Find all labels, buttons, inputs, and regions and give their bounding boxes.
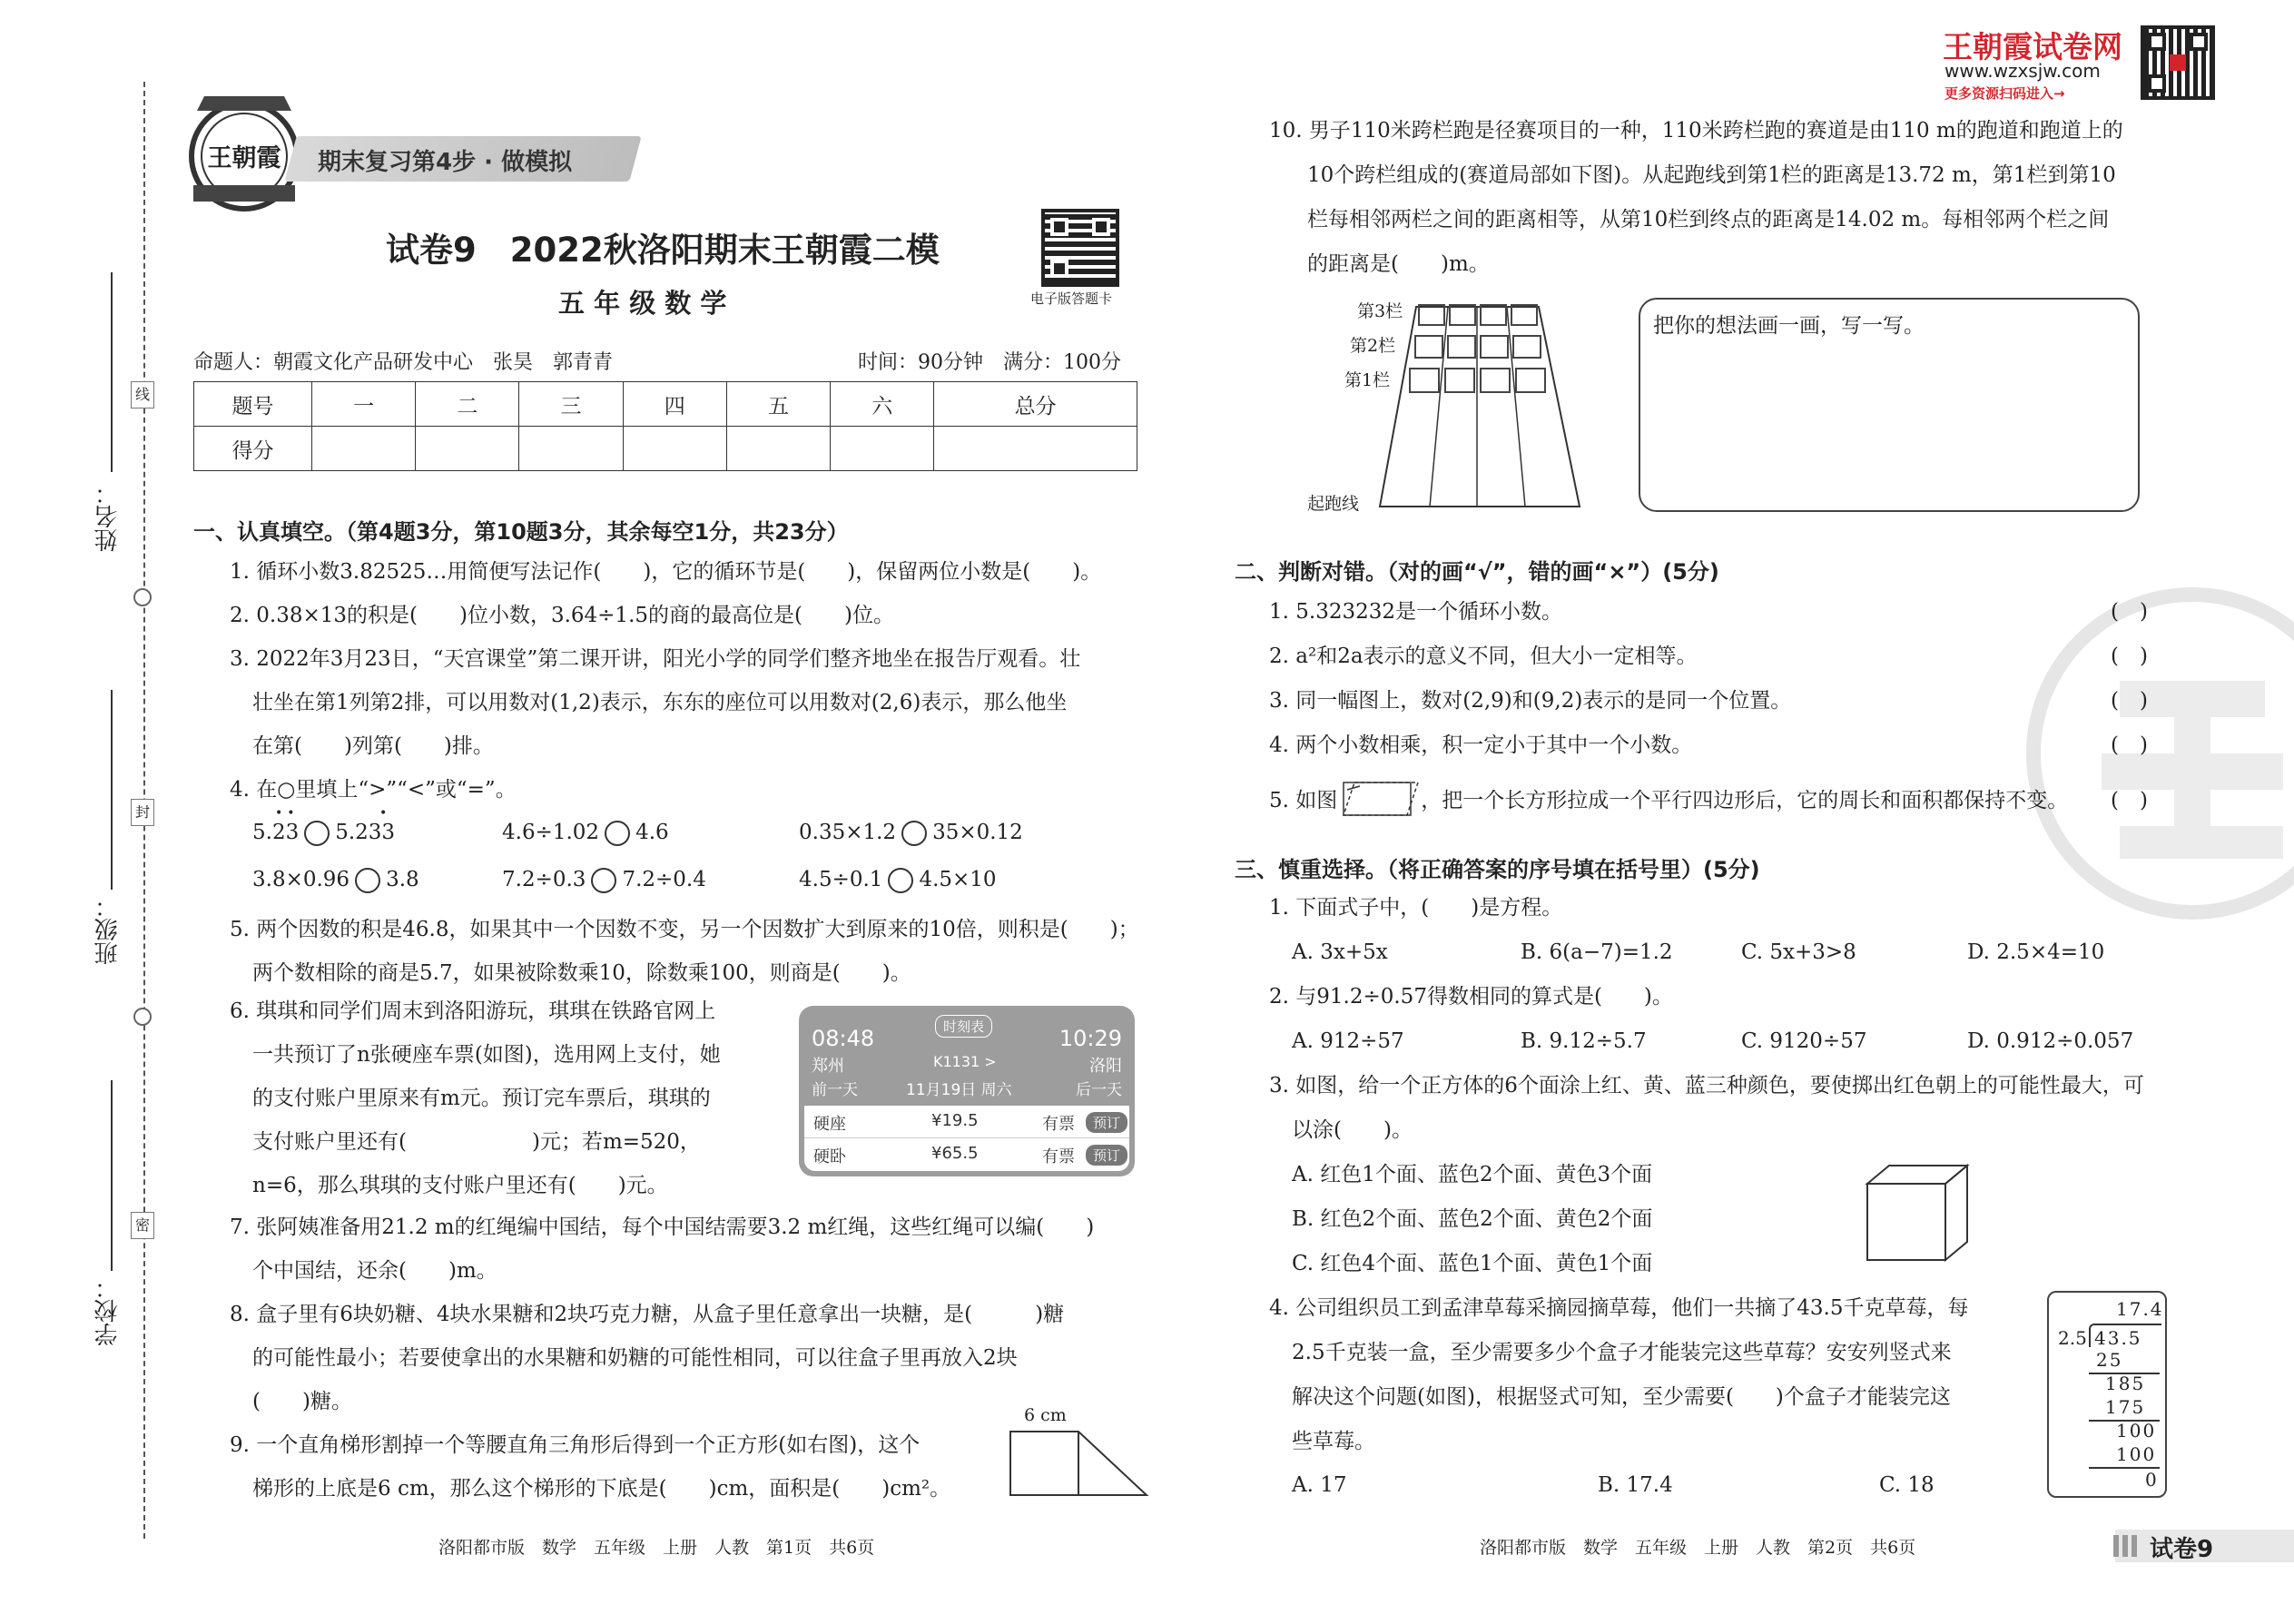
brand-qr[interactable] [2141,25,2215,100]
s1-q3-l3: 在第( )列第( )排。 [252,734,494,758]
watermark-seal [2020,581,2294,926]
s3-q3-opt-c[interactable]: C. 红色4个面、蓝色1个面、黄色1个面 [1292,1252,1653,1275]
hurdle-track-figure [1375,298,1593,516]
s3-q4-l4: 些草莓。 [1292,1430,1375,1453]
seal-text: 王朝霞 [207,144,281,172]
thinking-box[interactable] [1639,298,2140,512]
qr-caption: 电子版答题卡 [1030,290,1113,307]
score-table [193,381,1137,471]
name-label: 姓名： [94,481,122,552]
s3-q4-l1: 4. 公司组织员工到孟津草莓采摘园摘草莓，他们一共摘了43.5千克草莓，每 [1269,1296,1969,1320]
s3-q2-opt-b[interactable]: B. 9.12÷5.7 [1521,1029,1647,1053]
next-day[interactable]: 后一天 [1076,1081,1122,1099]
s1-q6-l4: 支付账户里还有( )元；若m=520， [252,1130,701,1154]
s1-q8-l1: 8. 盒子里有6块奶糖、4块水果糖和2块巧克力糖，从盒子里任意拿出一块糖，是( )糖 [230,1303,1065,1326]
compare-right: 5.233 [335,821,396,844]
score-header-cell: 题号 [194,382,312,427]
s3-q4-l3: 解决这个问题(如图)，根据竖式可知，至少需要( )个盒子才能装完这 [1292,1385,1951,1409]
s3-q3-opt-a[interactable]: A. 红色1个面、蓝色2个面、黄色3个面 [1292,1163,1653,1186]
compare-left: 3.8×0.96 [252,868,350,891]
s1-q5-l2: 两个数相除的商是5.7，如果被除数乘10，除数乘100，则商是( )。 [252,961,911,985]
binding-hole-1 [133,588,152,606]
score-cell[interactable] [312,427,416,471]
binding-mark-seal: 封 [131,799,154,826]
score-row-label: 得分 [194,427,312,471]
compare-right: 35×0.12 [932,821,1023,844]
judge-paren-2[interactable]: ( ) [2111,645,2148,668]
section1-heading: 一、认真填空。（第4题3分，第10题3分，其余每空1分，共23分） [193,519,849,545]
score-cell[interactable] [726,427,830,471]
long-division-box [2047,1291,2167,1498]
brand-name[interactable]: 王朝霞试卷网 [1943,29,2122,64]
s3-q1-opt-d[interactable]: D. 2.5×4=10 [1967,940,2105,964]
s3-q4-l2: 2.5千克装一盒，至少需要多少个盒子才能装完这些草莓？安安列竖式来 [1292,1341,1952,1364]
s2-item-5: 5. 如图 ，把一个长方形拉成一个平行四边形后，它的周长和面积都保持不变。 [1269,789,2069,812]
hurdle-label-2: 第2栏 [1350,336,1396,356]
exam-subtitle: 五 年 级 数 学 [558,288,727,319]
s3-q4-opt-c[interactable]: C. 18 [1879,1473,1935,1497]
step-2: 185 [2105,1373,2146,1394]
s1-q8-l3: ( )糖。 [252,1390,352,1413]
exam-time-score: 时间：90分钟 满分：100分 [858,351,1121,374]
class-label: 班级： [94,894,122,965]
s3-q2-opt-a[interactable]: A. 912÷57 [1292,1029,1404,1053]
score-header-cell: 三 [519,382,623,427]
exam-title: 试卷9 2022秋洛阳期末王朝霞二模 [386,231,940,270]
s1-q5-l1: 5. 两个因数的积是46.8，如果其中一个因数不变，另一个因数扩大到原来的10倍，则积是( )； [230,918,1139,941]
timetable-tab[interactable]: 时刻表 [935,1015,992,1038]
score-header-cell: 四 [623,382,726,427]
train-number[interactable]: K1131 > [933,1053,997,1070]
brand-url[interactable]: www.wzxsjw.com [1944,60,2101,82]
seat-row[interactable] [804,1138,1129,1171]
compare-left: 5.23 [252,821,300,844]
seat-status: 有票 [1042,1147,1075,1166]
dividend: 43.5 [2094,1327,2142,1349]
thinking-box-prompt: 把你的想法画一画，写一写。 [1653,314,1925,338]
travel-date: 11月19日 周六 [906,1081,1012,1099]
s3-q1-opt-c[interactable]: C. 5x+3>8 [1741,940,1856,964]
footer-left: 洛阳都市版 数学 五年级 上册 人教 第1页 共6页 [438,1538,875,1558]
step-4: 100 [2116,1420,2157,1442]
s3-q1-opt-a[interactable]: A. 3x+5x [1292,940,1388,964]
step-1: 25 [2096,1349,2123,1371]
binding-mark-secret: 密 [131,1212,154,1239]
start-line-label: 起跑线 [1307,494,1360,514]
s1-q2: 2. 0.38×13的积是( )位小数，3.64÷1.5的商的最高位是( )位。 [230,604,894,627]
book-button[interactable]: 预订 [1086,1112,1127,1133]
score-cell[interactable] [623,427,726,471]
compare-right: 3.8 [386,868,419,891]
seat-type: 硬卧 [813,1147,846,1166]
s1-q6-l5: n=6，那么琪琪的支付账户里还有( )元。 [252,1174,668,1197]
remainder: 0 [2145,1469,2157,1491]
judge-paren-5[interactable]: ( ) [2111,789,2148,812]
prev-day[interactable]: 前一天 [812,1081,858,1099]
cube-figure [1864,1162,1971,1264]
compare-left: 4.6÷1.02 [502,821,600,844]
score-header-cell: 一 [312,382,416,427]
footer-right: 洛阳都市版 数学 五年级 上册 人教 第2页 共6页 [1480,1538,1916,1558]
s1-q6-l3: 的支付账户里原来有m元。预订完车票后，琪琪的 [252,1087,711,1110]
s1-q4: 4. 在○里填上“>”“<”或“=”。 [230,778,517,802]
score-cell[interactable] [416,427,519,471]
s3-q4-opt-b[interactable]: B. 17.4 [1598,1473,1673,1497]
compare-circle[interactable] [304,821,330,846]
footer-tag-dots [2113,1535,2141,1557]
seat-price: ¥65.5 [931,1144,979,1163]
s2-item-1: 1. 5.323232是一个循环小数。 [1269,600,1562,624]
s3-q2-opt-d[interactable]: D. 0.912÷0.057 [1967,1029,2134,1053]
q10-l3: 栏每相邻两栏之间的距离相等，从第10栏到终点的距离是14.02 m。每相邻两个栏之间 [1307,208,2110,231]
hurdle-label-3: 第3栏 [1357,301,1403,321]
trapezoid-dimension: 6 cm [1024,1405,1067,1425]
parallelogram-figure [1342,779,1420,819]
compare-circle[interactable] [901,821,927,846]
brand-seal [186,91,302,218]
q10-l4: 的距离是( )m。 [1307,252,1490,276]
arr-time: 10:29 [1058,1026,1122,1051]
binding-hole-2 [133,1008,152,1026]
repeat-dot: • [379,806,388,821]
compare-right: 4.5×10 [919,868,997,891]
score-header-cell: 六 [831,382,934,427]
s1-q6-l2: 一共预订了n张硬座车票(如图)，选用网上支付，她 [252,1043,721,1067]
answer-sheet-qr[interactable] [1041,209,1119,287]
seat-list [804,1106,1129,1171]
quotient: 17.4 [2116,1298,2164,1320]
compare-right: 7.2÷0.4 [622,868,706,891]
section2-heading: 二、判断对错。（对的画“√”，错的画“×”）(5分) [1235,559,1719,585]
compare-left: 0.35×1.2 [799,821,897,844]
score-header-row [194,382,1137,427]
score-header-cell: 二 [416,382,519,427]
s3-q3-l2: 以涂( )。 [1292,1118,1413,1142]
divisor: 2.5 [2058,1327,2087,1349]
q10-l1: 10. 男子110米跨栏跑是径赛项目的一种，110米跨栏跑的赛道是由110 m的跑道和跑道上的 [1269,119,2123,143]
s1-q1: 1. 循环小数3.82525…用简便写法记作( )，它的循环节是( )，保留两位小数是( )。 [230,560,1102,584]
step-banner-text: 期末复习第4步 · 做模拟 [318,149,573,176]
hurdle-label-1: 第1栏 [1344,370,1391,390]
judge-paren-4[interactable]: ( ) [2111,733,2148,757]
name-underline[interactable] [111,272,113,472]
footer-tag: 试卷9 [2150,1536,2214,1563]
trapezoid-figure [1006,1427,1151,1500]
brand-tagline: 更多资源扫码进入→ [1944,85,2065,102]
s1-q3-l2: 壮坐在第1列第2排，可以用数对(1,2)表示，东东的座位可以用数对(2,6)表示，那么他坐 [252,691,1068,714]
compare-left: 7.2÷0.3 [502,868,586,891]
repeat-dots: •• [275,806,300,821]
book-button[interactable]: 预订 [1086,1145,1127,1166]
score-header-cell: 总分 [934,382,1137,427]
s2-item-2: 2. a²和2a表示的意义不同，但大小一定相等。 [1269,645,1698,668]
compare-circle[interactable] [605,821,630,846]
s3-q2-opt-c[interactable]: C. 9120÷57 [1741,1029,1867,1053]
s1-q9-l1: 9. 一个直角梯形割掉一个等腰直角三角形后得到一个正方形(如右图)，这个 [230,1433,921,1457]
s1-q7-l2: 个中国结，还余( )m。 [252,1259,497,1283]
s3-q3-opt-b[interactable]: B. 红色2个面、蓝色2个面、黄色2个面 [1292,1207,1653,1231]
s2-item-4: 4. 两个小数相乘，积一定小于其中一个小数。 [1269,733,1693,757]
section3-heading: 三、慎重选择。（将正确答案的序号填在括号里）(5分) [1235,857,1760,882]
s1-q8-l2: 的可能性最小；若要使拿出的水果糖和奶糖的可能性相同，可以往盒子里再放入2块 [252,1346,1018,1370]
s1-q6-l1: 6. 琪琪和同学们周末到洛阳游玩，琪琪在铁路官网上 [230,999,716,1023]
train-ticket-card [799,1006,1135,1176]
dep-city: 郑州 [812,1057,844,1076]
step-3: 175 [2105,1396,2146,1418]
compare-right: 4.6 [635,821,669,844]
compare-left: 4.5÷0.1 [799,868,883,891]
s3-q1: 1. 下面式子中，( )是方程。 [1269,896,1563,920]
s1-q3-l1: 3. 2022年3月23日，“天宫课堂”第二课开讲，阳光小学的同学们整齐地坐在报告厅观看。壮 [230,647,1081,671]
division-bracket [2089,1324,2161,1347]
s3-q1-opt-b[interactable]: B. 6(a−7)=1.2 [1521,940,1673,964]
score-cell[interactable] [831,427,934,471]
judge-paren-1[interactable]: ( ) [2111,600,2148,624]
seat-status: 有票 [1042,1115,1075,1134]
exam-author: 命题人：朝霞文化产品研发中心 张昊 郭青青 [193,351,614,374]
binding-mark-line: 线 [131,381,154,408]
seat-row[interactable] [804,1106,1129,1138]
q10-l2: 10个跨栏组成的(赛道局部如下图)。从起跑线到第1栏的距离是13.72 m，第1栏到第10 [1307,163,2116,187]
score-header-cell: 五 [726,382,830,427]
score-cell[interactable] [519,427,623,471]
step-5: 100 [2116,1443,2157,1465]
school-underline[interactable] [111,1080,113,1271]
s3-q2: 2. 与91.2÷0.57得数相同的算式是( )。 [1269,985,1673,1009]
s1-q7-l1: 7. 张阿姨准备用21.2 m的红绳编中国结，每个中国结需要3.2 m红绳，这些红绳可以编( ) [230,1216,1095,1239]
judge-paren-3[interactable]: ( ) [2111,689,2148,713]
compare-circle[interactable] [355,868,380,893]
s2-item-3: 3. 同一幅图上，数对(2,9)和(9,2)表示的是同一个位置。 [1269,689,1792,713]
s1-q9-l2: 梯形的上底是6 cm，那么这个梯形的下底是( )cm，面积是( )cm²。 [252,1477,951,1501]
class-underline[interactable] [111,690,113,890]
s3-q4-opt-a[interactable]: A. 17 [1292,1473,1347,1497]
score-cell[interactable] [934,427,1137,471]
compare-circle[interactable] [888,868,913,893]
s3-q3-l1: 3. 如图，给一个正方体的6个面涂上红、黄、蓝三种颜色，要使掷出红色朝上的可能性最大，可 [1269,1074,2144,1097]
score-value-row [194,427,1137,471]
seat-type: 硬座 [813,1115,846,1134]
school-label: 学校： [94,1275,122,1346]
arr-city: 洛阳 [1089,1057,1122,1076]
compare-circle[interactable] [591,868,616,893]
dep-time: 08:48 [812,1026,875,1051]
seat-price: ¥19.5 [931,1111,979,1130]
